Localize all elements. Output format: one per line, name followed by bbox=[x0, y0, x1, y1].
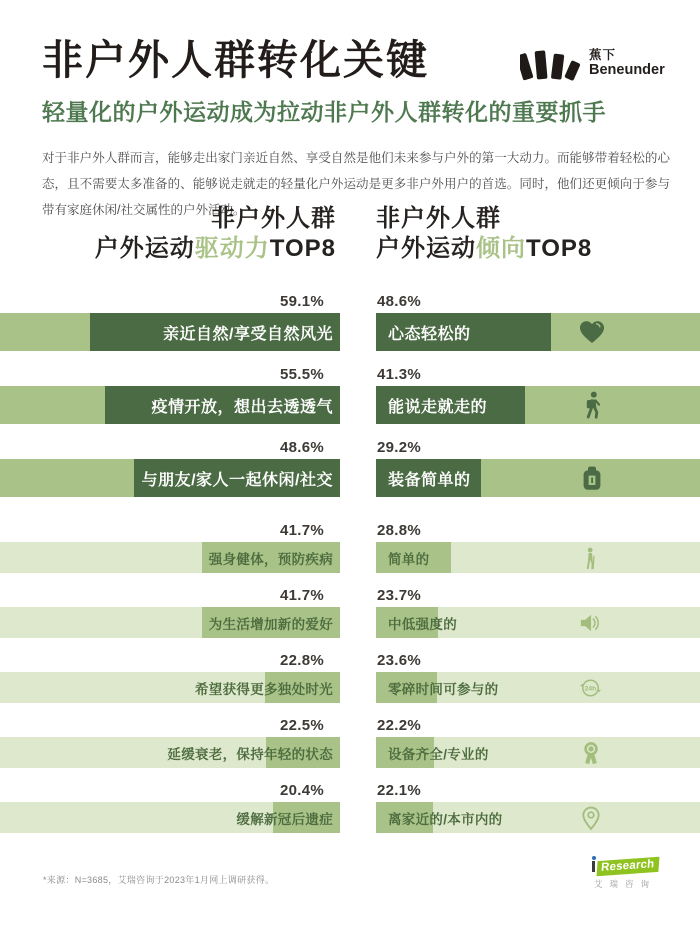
bar-row bbox=[376, 672, 700, 703]
right-header-pre: 户外运动 bbox=[376, 235, 476, 262]
iresearch-i-icon bbox=[592, 861, 595, 872]
value-label: 22.5% bbox=[279, 717, 324, 734]
right-header-line1: 非户外人群 bbox=[376, 205, 501, 232]
page-title: 非户外人群转化关键 bbox=[42, 37, 429, 83]
left-header-highlight: 驱动力 bbox=[194, 235, 270, 262]
bar-label: 与朋友/家人一起休闲/社交 bbox=[141, 471, 333, 489]
bar-row bbox=[376, 802, 700, 833]
bar-row bbox=[0, 313, 340, 351]
iresearch-caption: 艾瑞咨询 bbox=[594, 879, 657, 889]
value-label: 55.5% bbox=[279, 366, 324, 383]
bar-row bbox=[0, 459, 340, 497]
bar-row bbox=[376, 459, 700, 497]
bag-icon bbox=[577, 463, 607, 493]
bar-label: 希望获得更多独处时光 bbox=[195, 681, 333, 697]
bar-label: 亲近自然/享受自然风光 bbox=[163, 325, 333, 343]
bar-label: 疫情开放，想出去透透气 bbox=[151, 398, 333, 416]
bar-label: 设备齐全/专业的 bbox=[388, 746, 489, 762]
pin-icon bbox=[577, 804, 605, 832]
bar-label: 缓解新冠后遗症 bbox=[236, 811, 333, 827]
bar-label: 强身健体，预防疾病 bbox=[208, 551, 333, 567]
bar-row bbox=[0, 802, 340, 833]
bar-row bbox=[376, 607, 700, 638]
value-label: 59.1% bbox=[279, 293, 324, 310]
intro-paragraph: 对于非户外人群而言，能够走出家门亲近自然、享受自然是他们未来参与户外的第一大动力。而能够带着轻松的心态，且不需要太多准备的、能够说走就走的轻量化户外运动是更多非户外用户的首选。同时，他们还更倾向于参与带有家庭休闲/社交属性的户外活动。 bbox=[42, 151, 670, 217]
bar-row bbox=[0, 737, 340, 768]
right-header-post: TOP8 bbox=[526, 235, 593, 262]
bar-row bbox=[376, 313, 700, 351]
left-header-post: TOP8 bbox=[269, 235, 336, 262]
value-label: 41.7% bbox=[279, 522, 324, 539]
bar-row bbox=[0, 607, 340, 638]
value-label: 48.6% bbox=[377, 293, 422, 310]
value-label: 41.3% bbox=[377, 366, 422, 383]
value-label: 28.8% bbox=[377, 522, 422, 539]
bar-row bbox=[0, 386, 340, 424]
clock24-icon bbox=[577, 674, 604, 701]
bar-label: 简单的 bbox=[388, 551, 430, 567]
value-label: 22.8% bbox=[279, 652, 324, 669]
bar-row bbox=[376, 386, 700, 424]
walker-icon bbox=[577, 545, 603, 571]
bar-label: 装备简单的 bbox=[388, 471, 471, 489]
brand-name-en: Beneunder bbox=[589, 62, 665, 79]
bar-label: 心态轻松的 bbox=[388, 325, 471, 343]
value-label: 41.7% bbox=[279, 587, 324, 604]
value-label: 23.6% bbox=[377, 652, 422, 669]
bar-label: 延缓衰老，保持年轻的状态 bbox=[167, 746, 333, 762]
hiker-icon bbox=[577, 390, 607, 420]
value-label: 20.4% bbox=[279, 782, 324, 799]
heart-icon bbox=[577, 317, 607, 347]
bar-row bbox=[376, 737, 700, 768]
source-footnote: *来源：N=3685，艾瑞咨询于2023年1月网上调研获得。 bbox=[43, 875, 275, 885]
bar-label: 零碎时间可参与的 bbox=[388, 681, 499, 697]
brand-name-cn: 蕉下 bbox=[589, 48, 617, 62]
iresearch-logo bbox=[592, 859, 664, 890]
value-label: 23.7% bbox=[377, 587, 422, 604]
right-header-highlight: 倾向 bbox=[476, 235, 526, 262]
bar-label: 离家近的/本市内的 bbox=[388, 811, 503, 827]
speaker-icon bbox=[577, 610, 603, 636]
value-label: 22.1% bbox=[377, 782, 422, 799]
bar-label: 中低强度的 bbox=[388, 616, 457, 632]
bar-row bbox=[0, 672, 340, 703]
medal-icon bbox=[577, 739, 605, 767]
svg-text:24h: 24h bbox=[584, 685, 597, 693]
left-header-line1: 非户外人群 bbox=[211, 205, 336, 232]
left-header-pre: 户外运动 bbox=[94, 235, 195, 262]
bar-row bbox=[376, 542, 700, 573]
bar-row bbox=[0, 542, 340, 573]
value-label: 29.2% bbox=[377, 439, 422, 456]
iresearch-flag: Research bbox=[597, 857, 660, 876]
bar-label: 能说走就走的 bbox=[388, 398, 488, 416]
value-label: 22.2% bbox=[377, 717, 422, 734]
bar-label: 为生活增加新的爱好 bbox=[208, 616, 333, 632]
page-subtitle: 轻量化的户外运动成为拉动非户外人群转化的重要抓手 bbox=[42, 99, 606, 125]
value-label: 48.6% bbox=[279, 439, 324, 456]
